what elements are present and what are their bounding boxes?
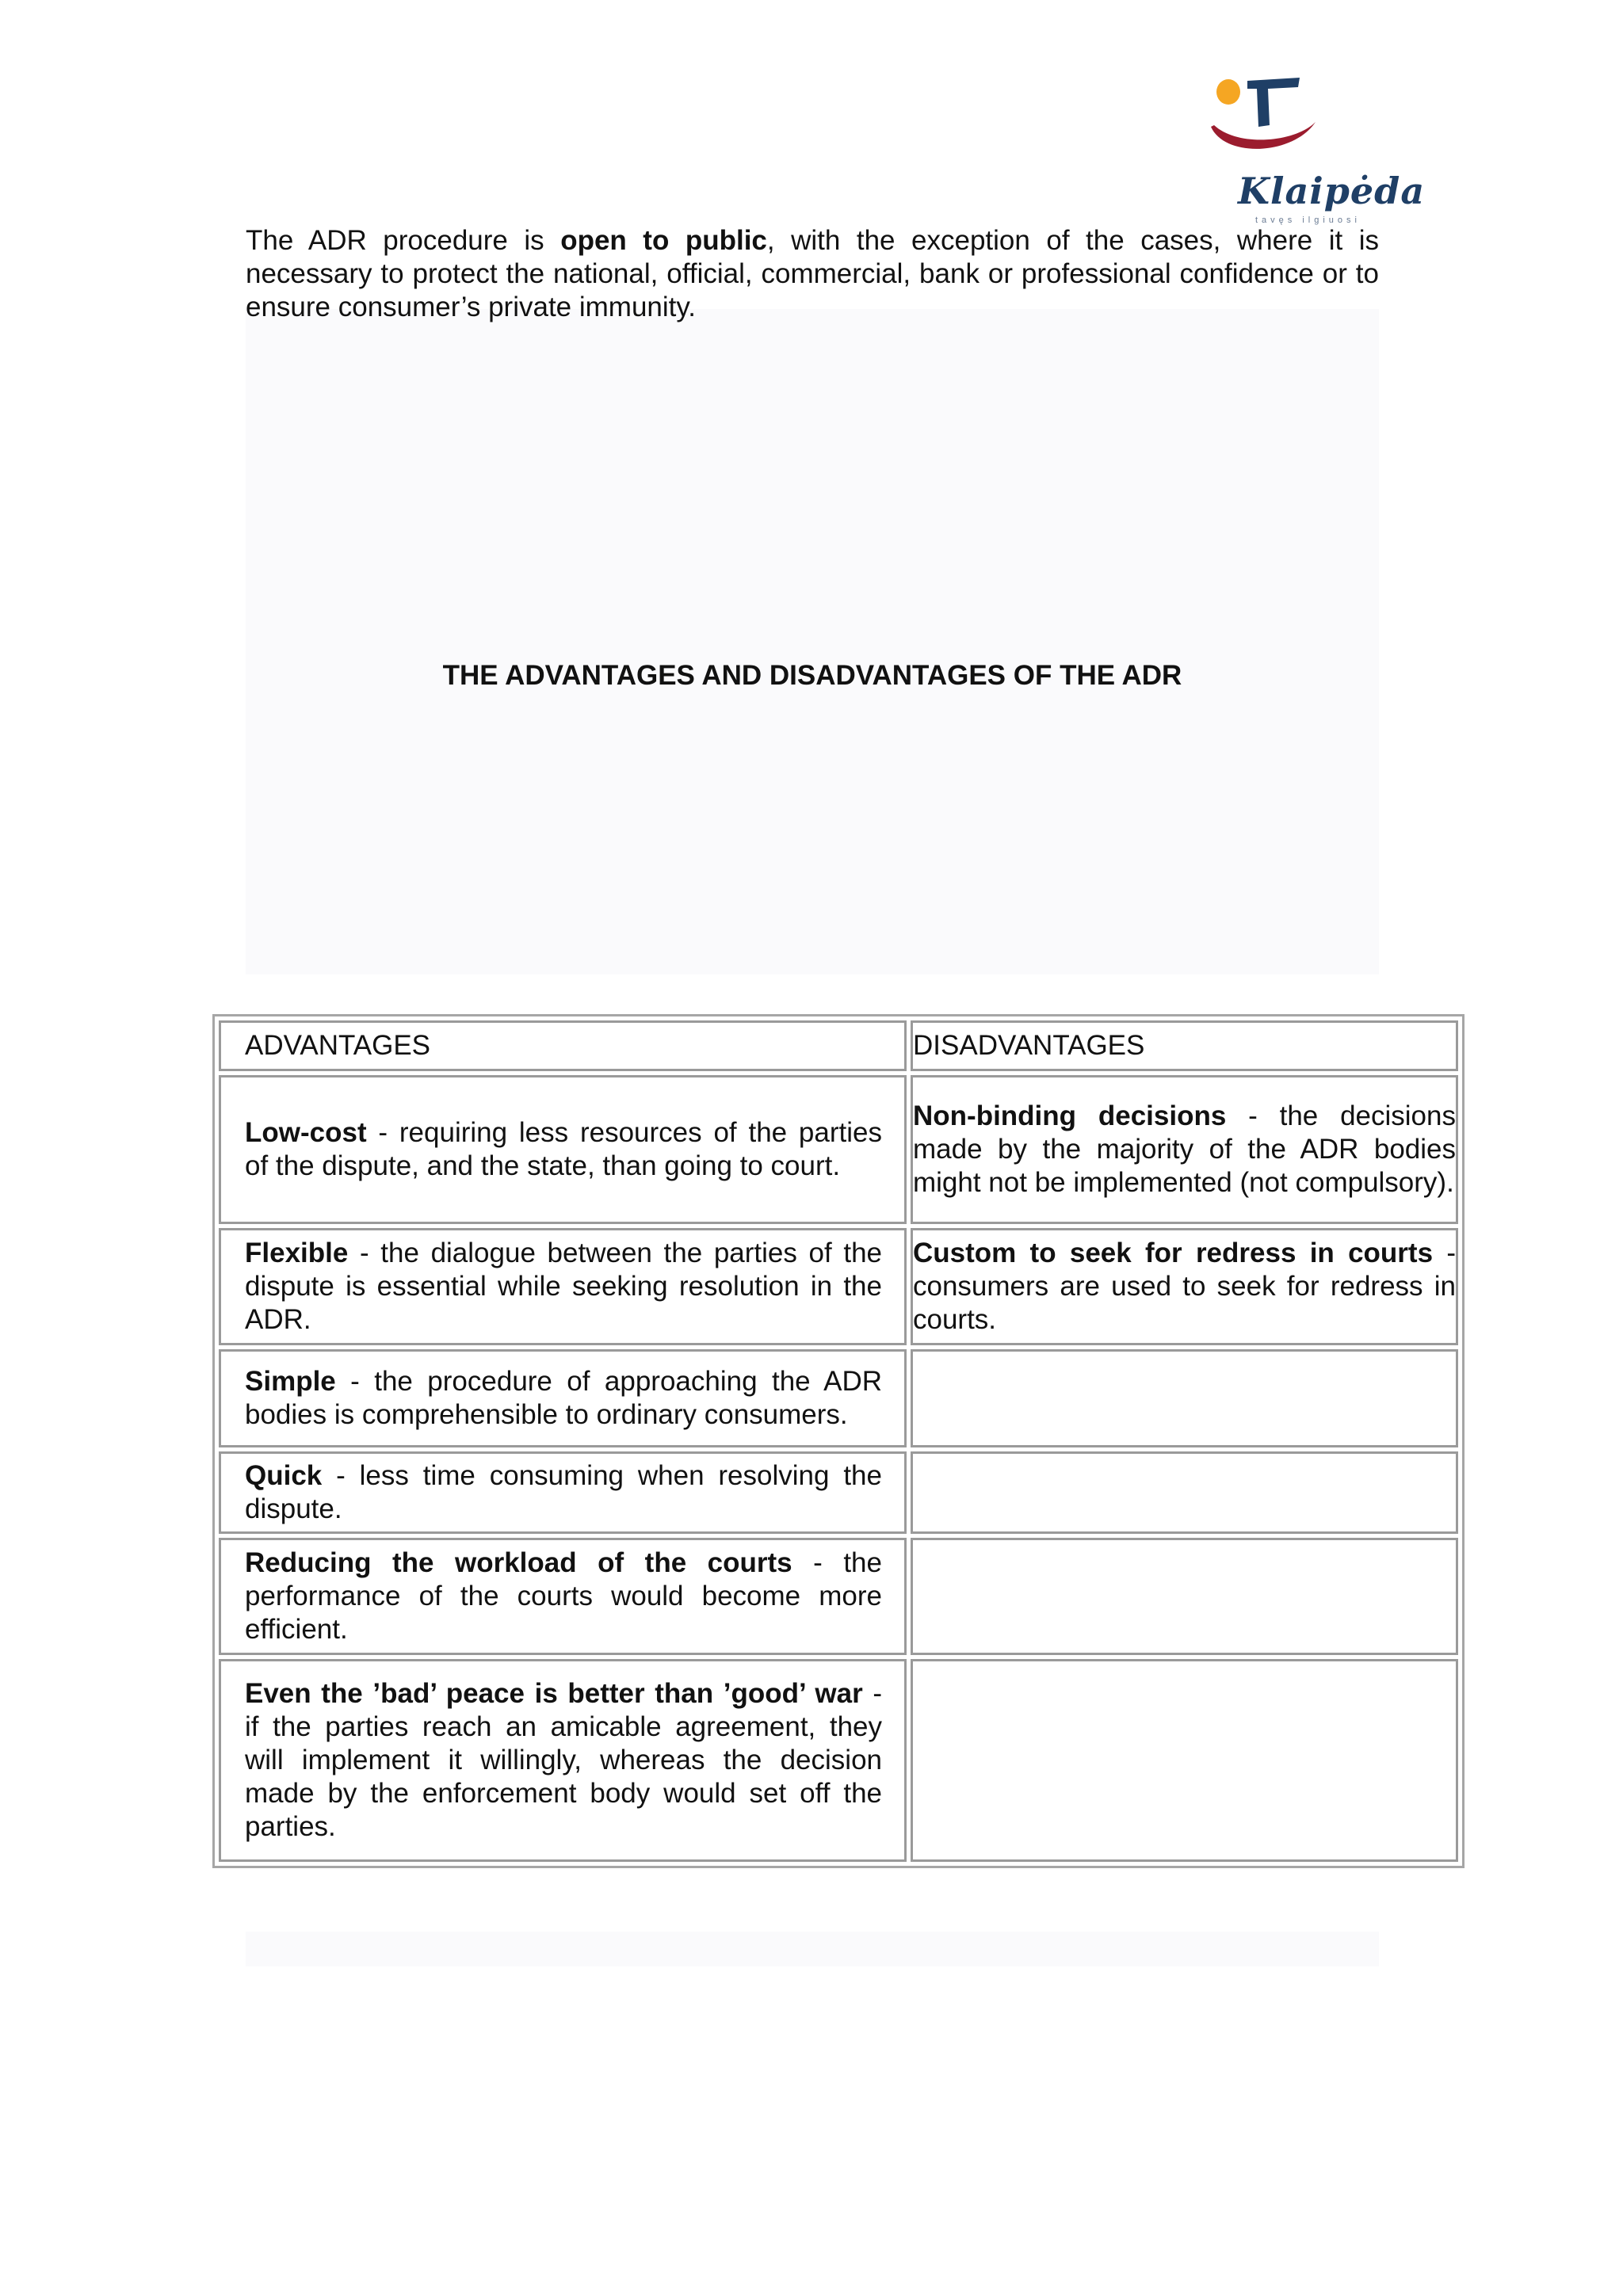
disadvantage-text: - the decisions made by the majority of the ADR bodies might not be implemented (not compulsory). (913, 1100, 1456, 1198)
advantage-title: Flexible (245, 1238, 349, 1268)
advantage-title: Simple (245, 1366, 336, 1397)
advantage-cell (219, 1349, 907, 1447)
disadvantage-cell (911, 1228, 1458, 1345)
table-row (219, 1228, 1458, 1345)
advantage-cell (219, 1659, 907, 1862)
table-row (219, 1075, 1458, 1224)
header-disadvantages: DISADVANTAGES (911, 1020, 1458, 1071)
intro-emphasis: open to public (560, 225, 767, 256)
advantage-title: Low-cost (245, 1117, 367, 1148)
logo-wordmark: Klaipėda (1238, 170, 1426, 212)
adr-table (212, 1014, 1465, 1868)
table-row (219, 1538, 1458, 1655)
advantage-text: - requiring less resources of the parties of the dispute, and the state, than going to court. (245, 1117, 882, 1181)
background-panel (246, 309, 1379, 974)
logo-tagline: tavęs ilgiuosi (1255, 215, 1361, 225)
table-row (219, 1659, 1458, 1862)
advantage-cell (219, 1228, 907, 1345)
intro-paragraph (246, 224, 1379, 324)
advantage-title: Quick (245, 1460, 323, 1491)
advantage-title: Reducing the workload of the courts (245, 1547, 792, 1578)
table-row (219, 1451, 1458, 1534)
advantage-text: - the procedure of approaching the ADR bodies is comprehensible to ordinary consumers. (245, 1366, 882, 1430)
advantage-text: - the dialogue between the parties of the dispute is essential while seeking resolution in the ADR. (245, 1238, 882, 1335)
disadvantage-cell (911, 1659, 1458, 1862)
advantage-cell (219, 1538, 907, 1655)
logo-sun-shape (1216, 79, 1240, 105)
advantage-text: - if the parties reach an amicable agreement, they will implement it willingly, whereas the decision made by the enforcement body would set off the parties. (245, 1678, 882, 1842)
advantage-title: Even the ’bad’ peace is better than ’good’ war (245, 1678, 863, 1709)
advantage-text: - the performance of the courts would become more efficient. (245, 1547, 882, 1645)
advantage-cell (219, 1451, 907, 1534)
disadvantage-title: Custom to seek for redress in courts (913, 1238, 1434, 1268)
section-heading: THE ADVANTAGES AND DISADVANTAGES OF THE ADR (442, 660, 1182, 691)
logo-tower-shape (1247, 78, 1300, 127)
advantage-cell (219, 1075, 907, 1224)
disadvantage-cell (911, 1451, 1458, 1534)
disadvantage-cell (911, 1075, 1458, 1224)
disadvantage-cell (911, 1538, 1458, 1655)
klaipeda-logo-mark (1206, 70, 1381, 173)
header-advantages: ADVANTAGES (219, 1020, 907, 1071)
background-strip (246, 1932, 1379, 1966)
disadvantage-title: Non-binding decisions (913, 1100, 1227, 1131)
disadvantage-text: - consumers are used to seek for redress in courts. (913, 1238, 1456, 1335)
klaipeda-logo (1206, 70, 1426, 228)
intro-text-start: The ADR procedure is (246, 225, 561, 256)
intro-text-end: , with the exception of the cases, where it is necessary to protect the national, official, commercial, bank or professional confidence or to ensure consumer’s private immunity. (246, 225, 1379, 322)
table-header-row (219, 1020, 1458, 1071)
disadvantage-cell (911, 1349, 1458, 1447)
table-row (219, 1349, 1458, 1447)
advantage-text: - less time consuming when resolving the dispute. (245, 1460, 882, 1524)
